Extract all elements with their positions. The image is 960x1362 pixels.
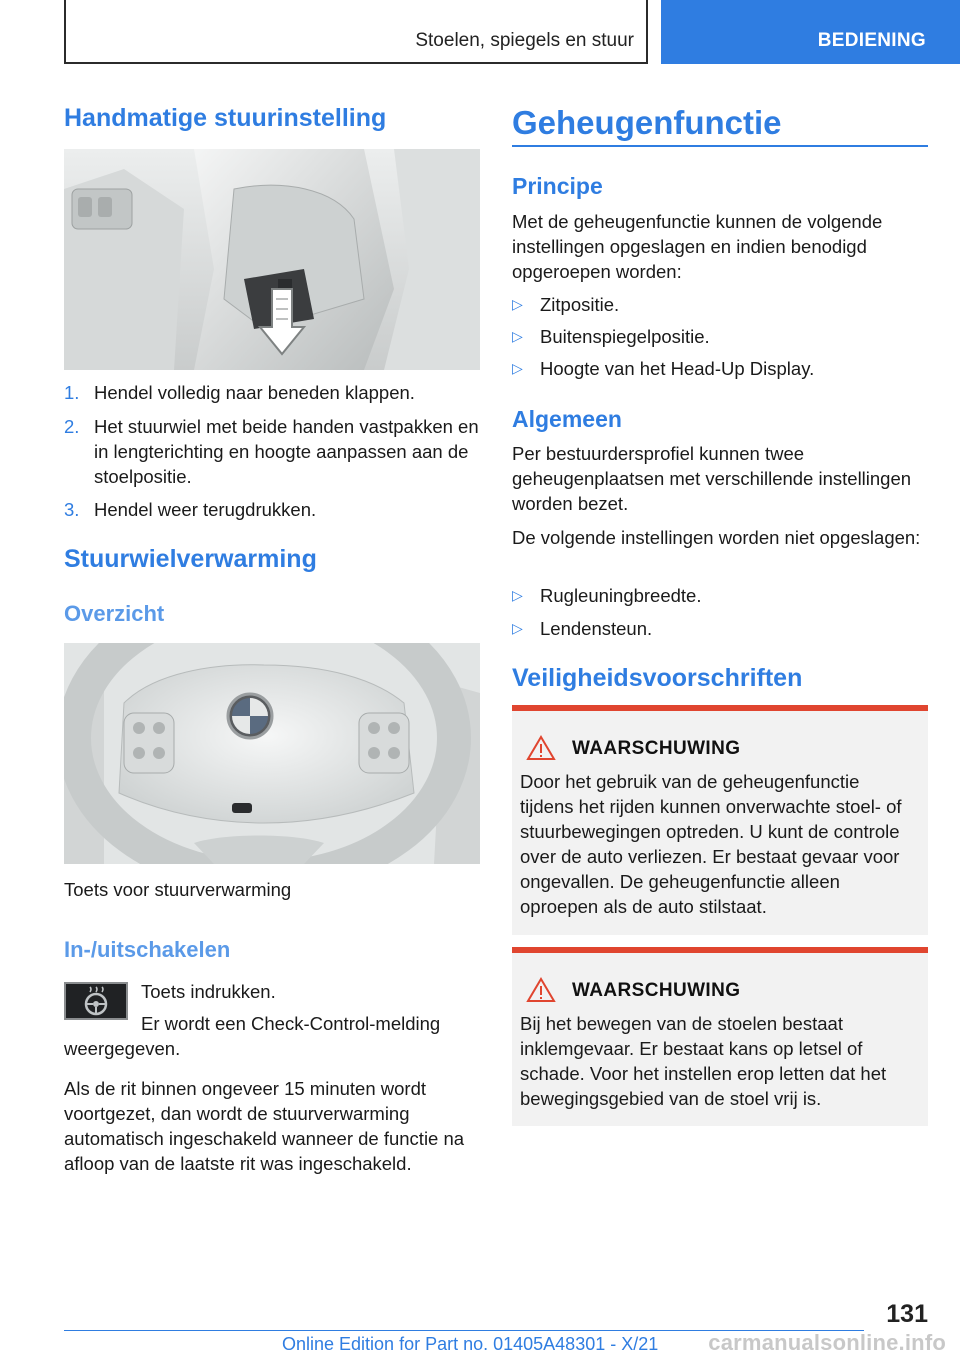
warning-text: Bij het bewegen van de stoelen bestaat inklemgevaar. Er bestaat kans op letsel of schade. Voor het instellen erop letten dat het bewegingsgebied van de stoel vrij is. bbox=[520, 1013, 887, 1109]
header-chapter-box bbox=[64, 0, 648, 64]
warning-title: WAARSCHUWING bbox=[572, 738, 741, 759]
check-control-text-a: Er wordt een Check-Control-melding bbox=[141, 1013, 441, 1034]
bullet-triangle-icon: ▷ bbox=[512, 360, 523, 376]
press-button-text: Toets indrukken. bbox=[141, 981, 276, 1002]
not-saved-text: De volgende instellingen worden niet opgeslagen: bbox=[512, 527, 921, 548]
principle-text: Met de geheugenfunctie kunnen de volgende instellingen opgeslagen en indien benodigd opgeroepen worden: bbox=[512, 211, 883, 282]
heating-caption: Toets voor stuurverwarming bbox=[64, 879, 292, 900]
steering-column-image bbox=[64, 149, 480, 370]
section-tab-label: BEDIENING bbox=[817, 30, 926, 51]
step-number: 1. bbox=[64, 382, 80, 403]
step-number: 2. bbox=[64, 416, 80, 437]
edition-text: Online Edition for Part no. 01405A48301 - X/21 bbox=[282, 1334, 659, 1354]
warning-text: Door het gebruik van de geheugenfunctie tijdens het rijden kunnen onverwachte stoel- of stuurbewegingen optreden. U kunt de controle over de auto verliezen. Er bestaat gevaar voor ongevallen. De geheugenfunctie alleen oproepen als de auto stilstaat. bbox=[520, 771, 902, 917]
steering-wheel-image bbox=[64, 643, 480, 864]
chapter-title: Stoelen, spiegels en stuur bbox=[415, 30, 634, 51]
manual-adjust-heading: Handmatige stuurinstelling bbox=[64, 104, 387, 132]
warning-title: WAARSCHUWING bbox=[572, 980, 741, 1001]
step-text: Hendel volledig naar beneden klappen. bbox=[94, 382, 415, 403]
warning-box-2 bbox=[512, 947, 928, 1126]
watermark-text: carmanualsonline.info bbox=[708, 1330, 946, 1355]
page-number: 131 bbox=[886, 1300, 928, 1328]
bullet-triangle-icon: ▷ bbox=[512, 620, 523, 636]
bullet-triangle-icon: ▷ bbox=[512, 587, 523, 603]
overview-heading: Overzicht bbox=[64, 601, 165, 626]
step-text: Het stuurwiel met beide handen vastpakken en in lengterichting en hoogte aanpassen aan de stoelpositie. bbox=[94, 416, 479, 487]
memory-function-heading: Geheugenfunctie bbox=[512, 104, 782, 141]
check-control-text-b: weergegeven. bbox=[64, 1038, 181, 1059]
bullet-triangle-icon: ▷ bbox=[512, 328, 523, 344]
general-heading: Algemeen bbox=[512, 406, 622, 432]
switch-heading: In-/uitschakelen bbox=[64, 937, 231, 962]
steering-heating-button-image bbox=[64, 982, 128, 1020]
bullet-triangle-icon: ▷ bbox=[512, 296, 523, 312]
steering-wheel-illustration bbox=[64, 643, 480, 864]
header-section-tab bbox=[661, 0, 960, 64]
auto-activation-text: Als de rit binnen ongeveer 15 minuten wordt voortgezet, dan wordt de stuurverwarming automatisch ingeschakeld wanneer de functie na afloop van de laatste rit was ingeschakeld. bbox=[64, 1078, 465, 1174]
step-number: 3. bbox=[64, 499, 80, 520]
steering-heating-heading: Stuurwielverwarming bbox=[64, 545, 317, 573]
step-text: Hendel weer terugdrukken. bbox=[94, 499, 317, 520]
safety-heading: Veiligheidsvoorschriften bbox=[512, 664, 803, 692]
warning-triangle-icon bbox=[526, 735, 556, 761]
steering-wheel-heating-icon bbox=[79, 986, 113, 1016]
principle-heading: Principe bbox=[512, 173, 603, 199]
warning-box-1 bbox=[512, 705, 928, 935]
heading-underline bbox=[512, 145, 928, 147]
steering-lever-illustration bbox=[64, 149, 480, 370]
warning-triangle-icon bbox=[526, 977, 556, 1003]
general-text: Per bestuurdersprofiel kunnen twee geheugenplaatsen met verschillende instellingen worden bezet. bbox=[512, 443, 912, 514]
